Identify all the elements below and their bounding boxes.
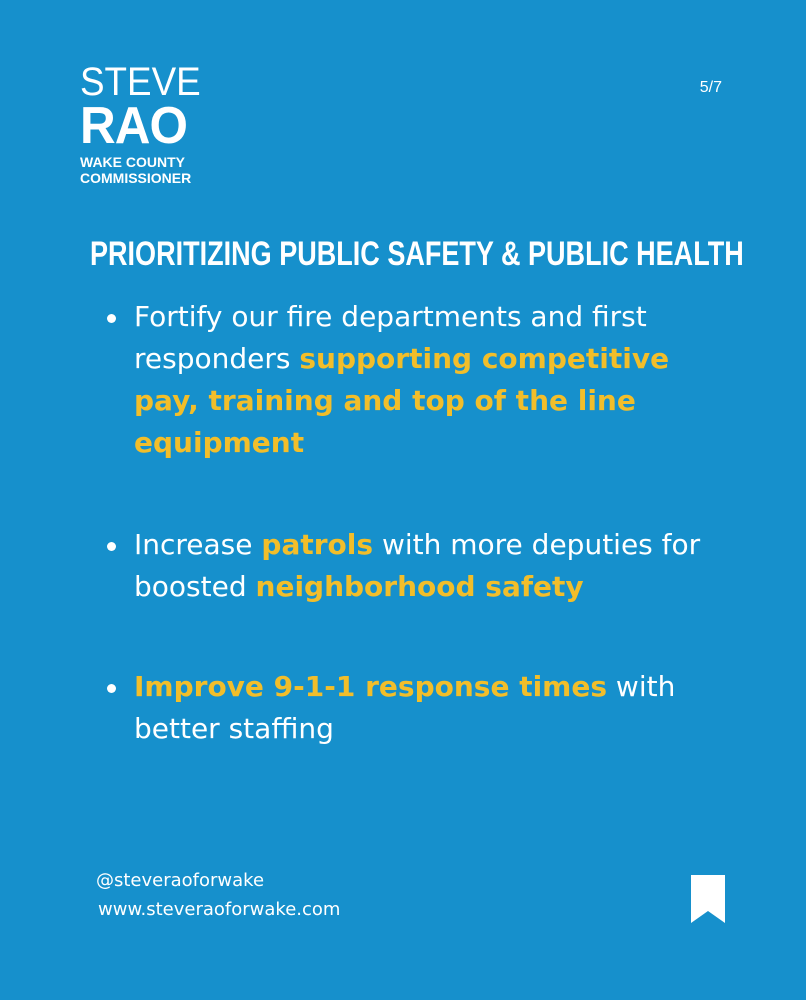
bullet-highlight: patrols [261,528,374,561]
bullet-dot-icon [107,684,116,693]
headline: PRIORITIZING PUBLIC SAFETY & PUBLIC HEALTH [90,235,744,273]
logo-first-name: STEVE [80,60,201,104]
bullet-dot-icon [107,542,116,551]
bullet-list [105,296,735,750]
logo-title-line2: COMMISSIONER [80,170,192,186]
bullet-highlight: supporting competitive pay, training and top of the line equipment [134,342,670,459]
social-handle: @steveraoforwake [96,870,265,891]
page-indicator: 5/7 [699,79,722,96]
list-item [105,666,735,750]
logo-last-name: RAO [80,97,187,155]
bullet-highlight: Improve 9-1-1 response times [134,670,608,703]
logo-title-line1: WAKE COUNTY [80,154,185,170]
list-item [105,296,735,464]
list-item [105,524,735,608]
bullet-text: with better staffing [134,670,676,745]
bullet-text: Increase [134,528,262,561]
bullet-text: Fortify our fire departments and first responders [134,300,647,375]
logo [80,62,211,186]
bullet-dot-icon [107,314,116,323]
website-link[interactable]: www.steveraoforwake.com [98,899,341,920]
bookmark-icon[interactable] [691,875,725,923]
bullet-text: with more deputies for boosted [134,528,701,603]
bullet-highlight: neighborhood safety [255,570,584,603]
